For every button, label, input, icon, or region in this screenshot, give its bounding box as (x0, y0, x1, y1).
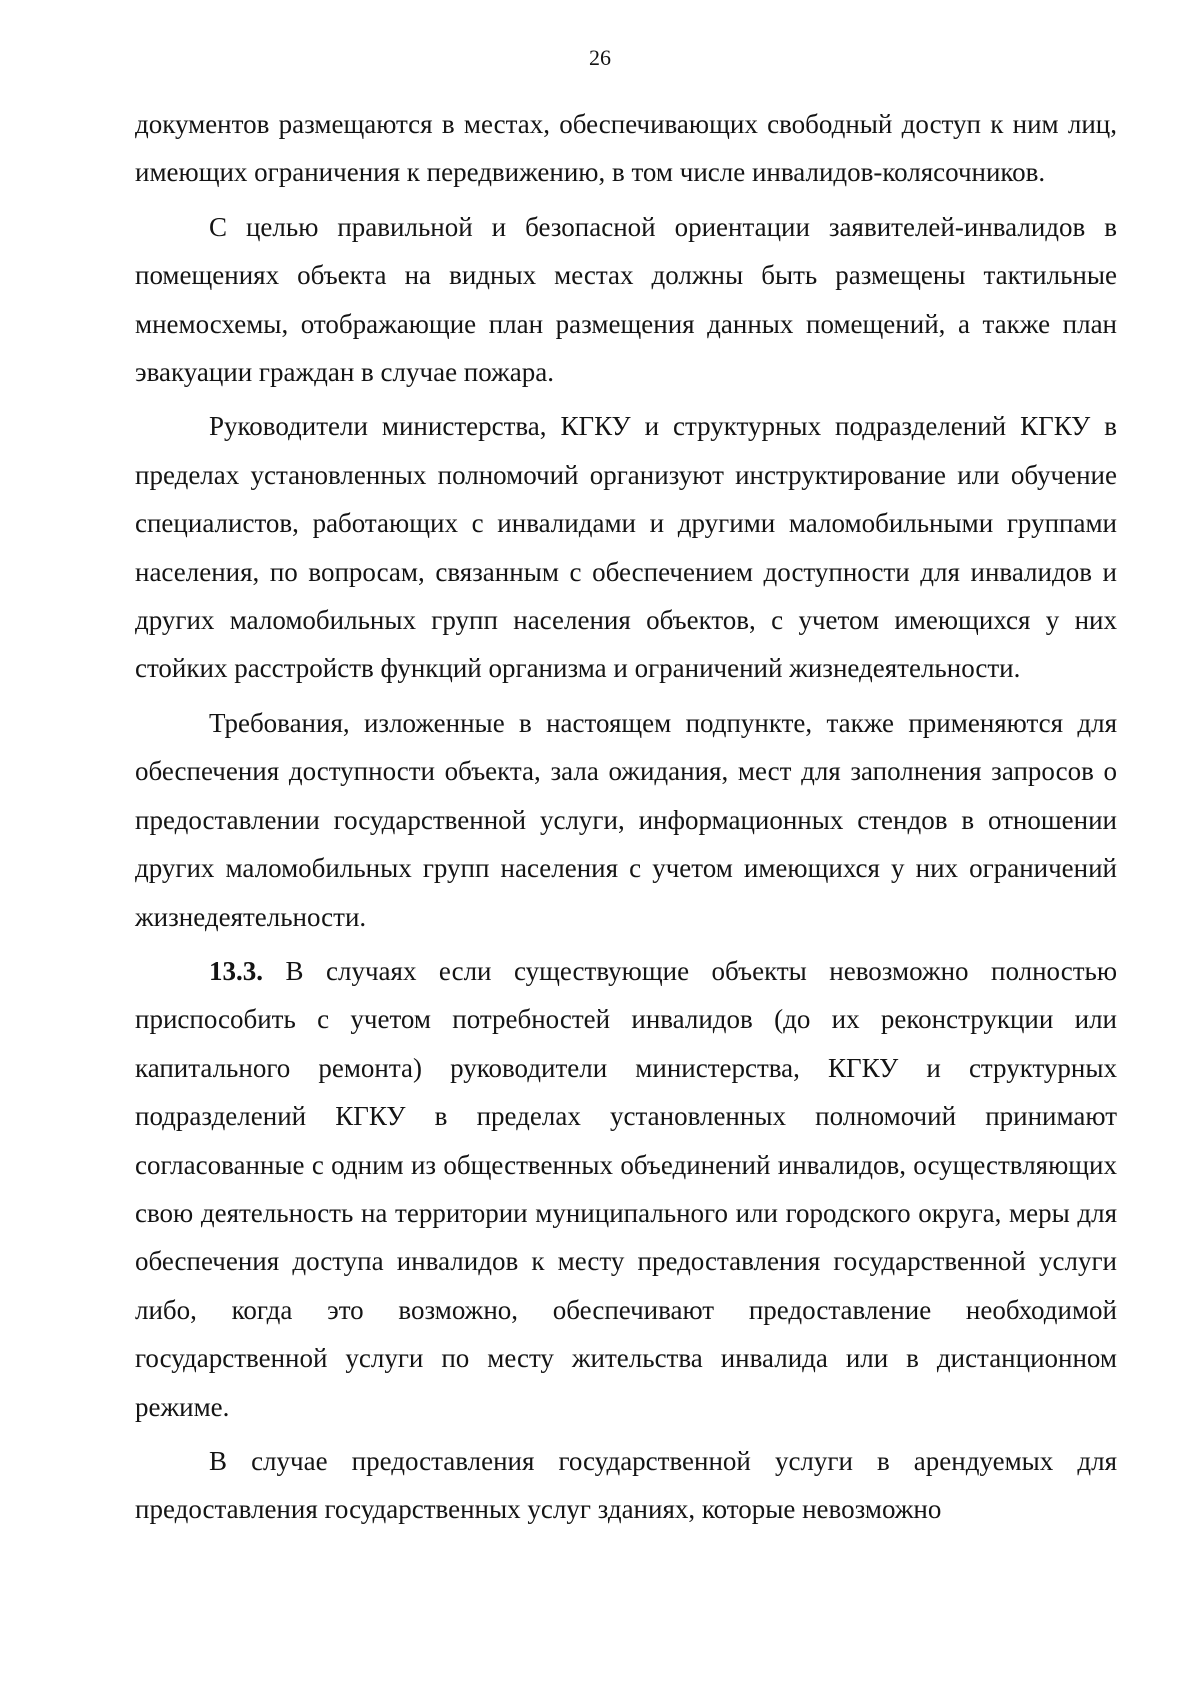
paragraph-text: С целью правильной и безопасной ориентации заявителей-инвалидов в помещениях объекта на видных местах должны быть размещены тактильные мнемосхемы, отображающие план размещения данных помещений, а также план эвакуации граждан в случае пожара. (135, 211, 1117, 388)
paragraph-staff-instruction (135, 402, 1117, 692)
paragraph-text: Требования, изложенные в настоящем подпункте, также применяются для обеспечения доступности объекта, зала ожидания, мест для заполнения запросов о предоставлении государственной услуги, информационных стендов в отношении других маломобильных групп населения с учетом имеющихся у них ограничений жизнедеятельности. (135, 707, 1117, 932)
paragraph-requirements-applicability (135, 699, 1117, 941)
page-number: 26 (589, 45, 611, 70)
clause-number: 13.3. (209, 955, 263, 986)
paragraph-text: В случаях если существующие объекты невозможно полностью приспособить с учетом потребностей инвалидов (до их реконструкции или капитального ремонта) руководители министерства, КГКУ и структурных подразделений КГКУ в пределах установленных полномочий принимают согласованные с одним из общественных объединений инвалидов, осуществляющих свою деятельность на территории муниципального или городского округа, меры для обеспечения доступа инвалидов к месту предоставления государственной услуги либо, когда это возможно, обеспечивают предоставление необходимой государственной услуги по месту жительства инвалида или в дистанционном режиме. (135, 955, 1118, 1422)
paragraph-text: В случае предоставления государственной услуги в арендуемых для предоставления государственных услуг зданиях, которые невозможно (135, 1445, 1117, 1525)
document-body (135, 100, 1117, 1540)
paragraph-orientation-tactile-schemes (135, 203, 1117, 397)
paragraph-continuation (135, 100, 1117, 197)
paragraph-clause-13-3 (135, 947, 1117, 1431)
paragraph-text: Руководители министерства, КГКУ и структурных подразделений КГКУ в пределах установленных полномочий организуют инструктирование или обучение специалистов, работающих с инвалидами и другими маломобильными группами населения, по вопросам, связанным с обеспечением доступности для инвалидов и других маломобильных групп населения объектов, с учетом имеющихся у них стойких расстройств функций организма и ограничений жизнедеятельности. (135, 411, 1117, 684)
paragraph-rented-buildings (135, 1437, 1117, 1534)
paragraph-text: документов размещаются в местах, обеспечивающих свободный доступ к ним лиц, имеющих ограничения к передвижению, в том числе инвалидов-колясочников. (135, 109, 1117, 188)
